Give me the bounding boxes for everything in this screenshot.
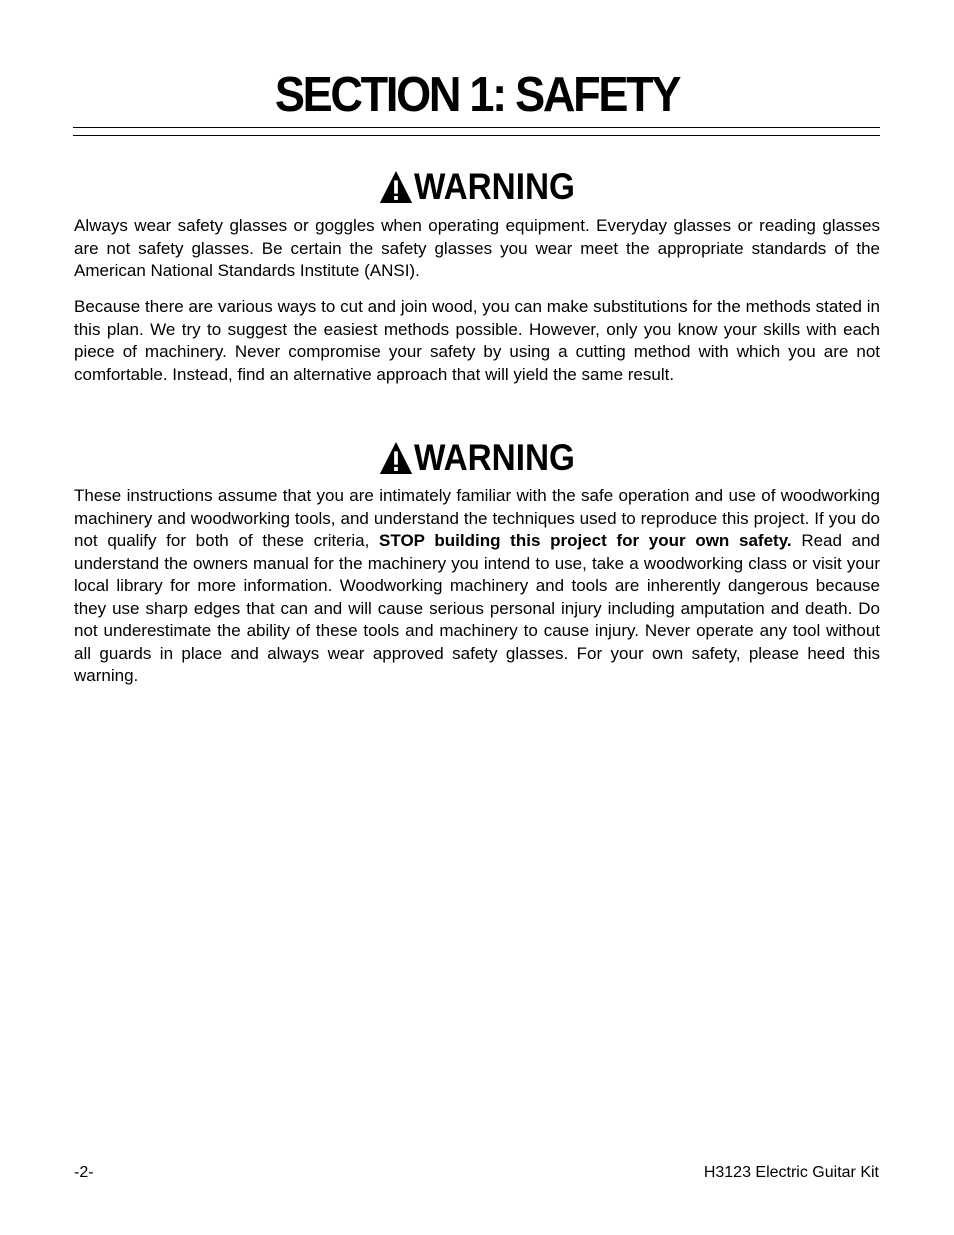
warning-2-text-end: Read and understand the owners manual for the machinery you intend to use, take a woodworking class or visit your local library for more information. Woodworking machinery and tools are inherently dangerous because they use sharp edges that can and will cause serious personal injury including amputation and death. Do not underestimate the ability of these tools and machinery to cause injury. Never operate any tool without all guards in place and always wear approved safety glasses. For your own safety, please heed this warning. [74, 531, 881, 685]
warning-1-paragraph-2: Because there are various ways to cut and join wood, you can make substitutions for the methods stated in this plan. We try to suggest the easiest methods possible. However, only you know your skills with each piece of machinery. Never compromise your safety by using a cutting method with which you are not comfortable. Instead, find an alternative approach that will yield the same result. [74, 297, 880, 384]
warning-header-1 [0, 165, 954, 214]
warning-header-2 [0, 436, 954, 485]
page-title: SECTION 1: SAFETY [274, 68, 680, 122]
warning-triangle-icon [379, 170, 413, 204]
warning-label: WARNING [414, 166, 576, 207]
footer-doc-title: H3123 Electric Guitar Kit [703, 1164, 879, 1181]
title-rule-top [73, 127, 880, 128]
title-rule-bottom [73, 135, 880, 136]
stop-building-emphasis: STOP building this project for your own safety. [379, 531, 792, 550]
warning-1-paragraph-1: Always wear safety glasses or goggles when operating equipment. Everyday glasses or reading glasses are not safety glasses. Be certain the safety glasses you wear meet the appropriate standards of the American National Standards Institute (ANSI). [74, 216, 880, 280]
warning-2-text-start: These instructions assume that you are intimately familiar with the safe operation and use of woodworking machinery and woodworking tools, and understand the techniques used to reproduce this project. If you do not qualify for both of these criteria, [74, 486, 880, 550]
warning-2-paragraph [74, 485, 880, 688]
warning-label: WARNING [414, 437, 576, 478]
page-number: -2- [74, 1164, 94, 1181]
warning-triangle-icon [379, 441, 413, 475]
